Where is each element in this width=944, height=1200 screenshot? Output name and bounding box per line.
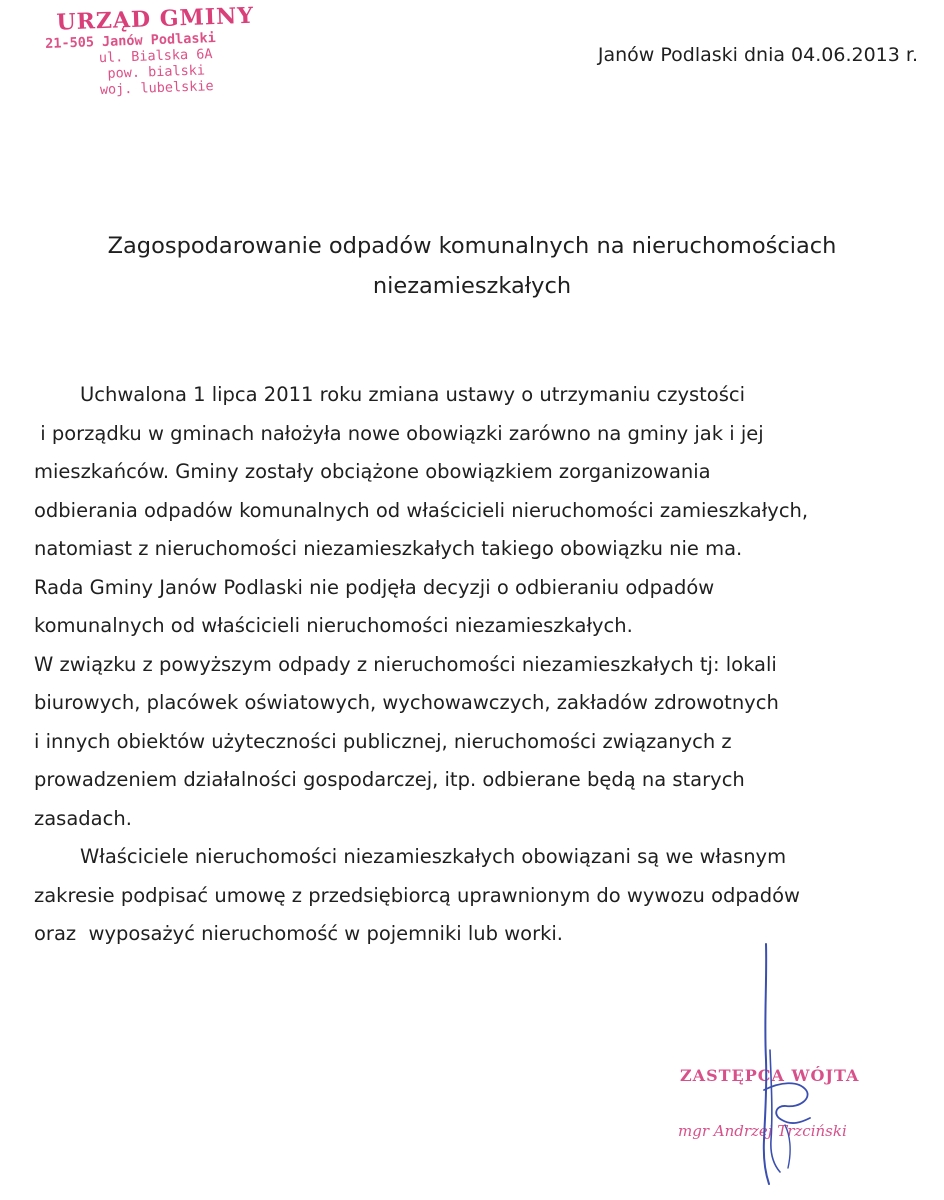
signature-title-stamp: ZASTĘPCA WÓJTA — [680, 1066, 860, 1085]
body-line: i innych obiektów użyteczności publicznej, nieruchomości związanych z — [34, 729, 732, 753]
body-line: Właściciele nieruchomości niezamieszkałych obowiązani są we własnym — [80, 845, 787, 868]
office-stamp — [44, 2, 267, 100]
paragraph-2 — [34, 838, 924, 954]
stamp-address-line: pow. bialski — [107, 62, 206, 82]
title-line: Zagospodarowanie odpadów komunalnych na nieruchomościach — [107, 233, 837, 259]
body-line: zakresie podpisać umowę z przedsiębiorcą uprawnionym do wywozu odpadów — [34, 883, 800, 907]
body-line: biurowych, placówek oświatowych, wychowawczych, zakładów zdrowotnych — [34, 691, 779, 714]
stamp-address-line: 21-505 Janów Podlaski — [44, 30, 217, 52]
document-title — [40, 226, 904, 306]
body-line: zasadach. — [34, 806, 132, 830]
stamp-address-line: woj. lubelskie — [99, 78, 214, 99]
stamp-title: URZĄD GMINY — [55, 2, 255, 36]
body-line: komunalnych od właścicieli nieruchomości niezamieszkałych. — [34, 614, 633, 637]
body-line: odbierania odpadów komunalnych od właścicieli nieruchomości zamieszkałych, — [34, 498, 809, 522]
body-line: natomiast z nieruchomości niezamieszkałych takiego obowiązku nie ma. — [34, 537, 743, 560]
body-line: Uchwalona 1 lipca 2011 roku zmiana ustawy o utrzymaniu czystości — [80, 383, 746, 406]
stamp-address-line: ul. Bialska 6A — [98, 46, 213, 67]
body-line: oraz wyposażyć nieruchomość w pojemniki lub worki. — [34, 922, 564, 945]
body-line: mieszkańców. Gminy zostały obciążone obowiązkiem zorganizowania — [34, 460, 711, 483]
document-body — [34, 376, 924, 954]
body-line: prowadzeniem działalności gospodarczej, itp. odbierane będą na starych — [34, 768, 745, 791]
body-line: W związku z powyższym odpady z nieruchomości niezamieszkałych tj: lokali — [34, 652, 777, 676]
handwritten-signature — [740, 940, 830, 1190]
body-line: Rada Gminy Janów Podlaski nie podjęła decyzji o odbieraniu odpadów — [34, 575, 715, 599]
title-line: niezamieszkałych — [372, 273, 572, 299]
paragraph-1 — [34, 376, 924, 838]
signatory-name-stamp: mgr Andrzej Trzciński — [678, 1122, 847, 1140]
date-line: Janów Podlaski dnia 04.06.2013 r. — [597, 44, 918, 66]
body-line: i porządku w gminach nałożyła nowe obowiązki zarówno na gminy jak i jej — [34, 421, 764, 445]
